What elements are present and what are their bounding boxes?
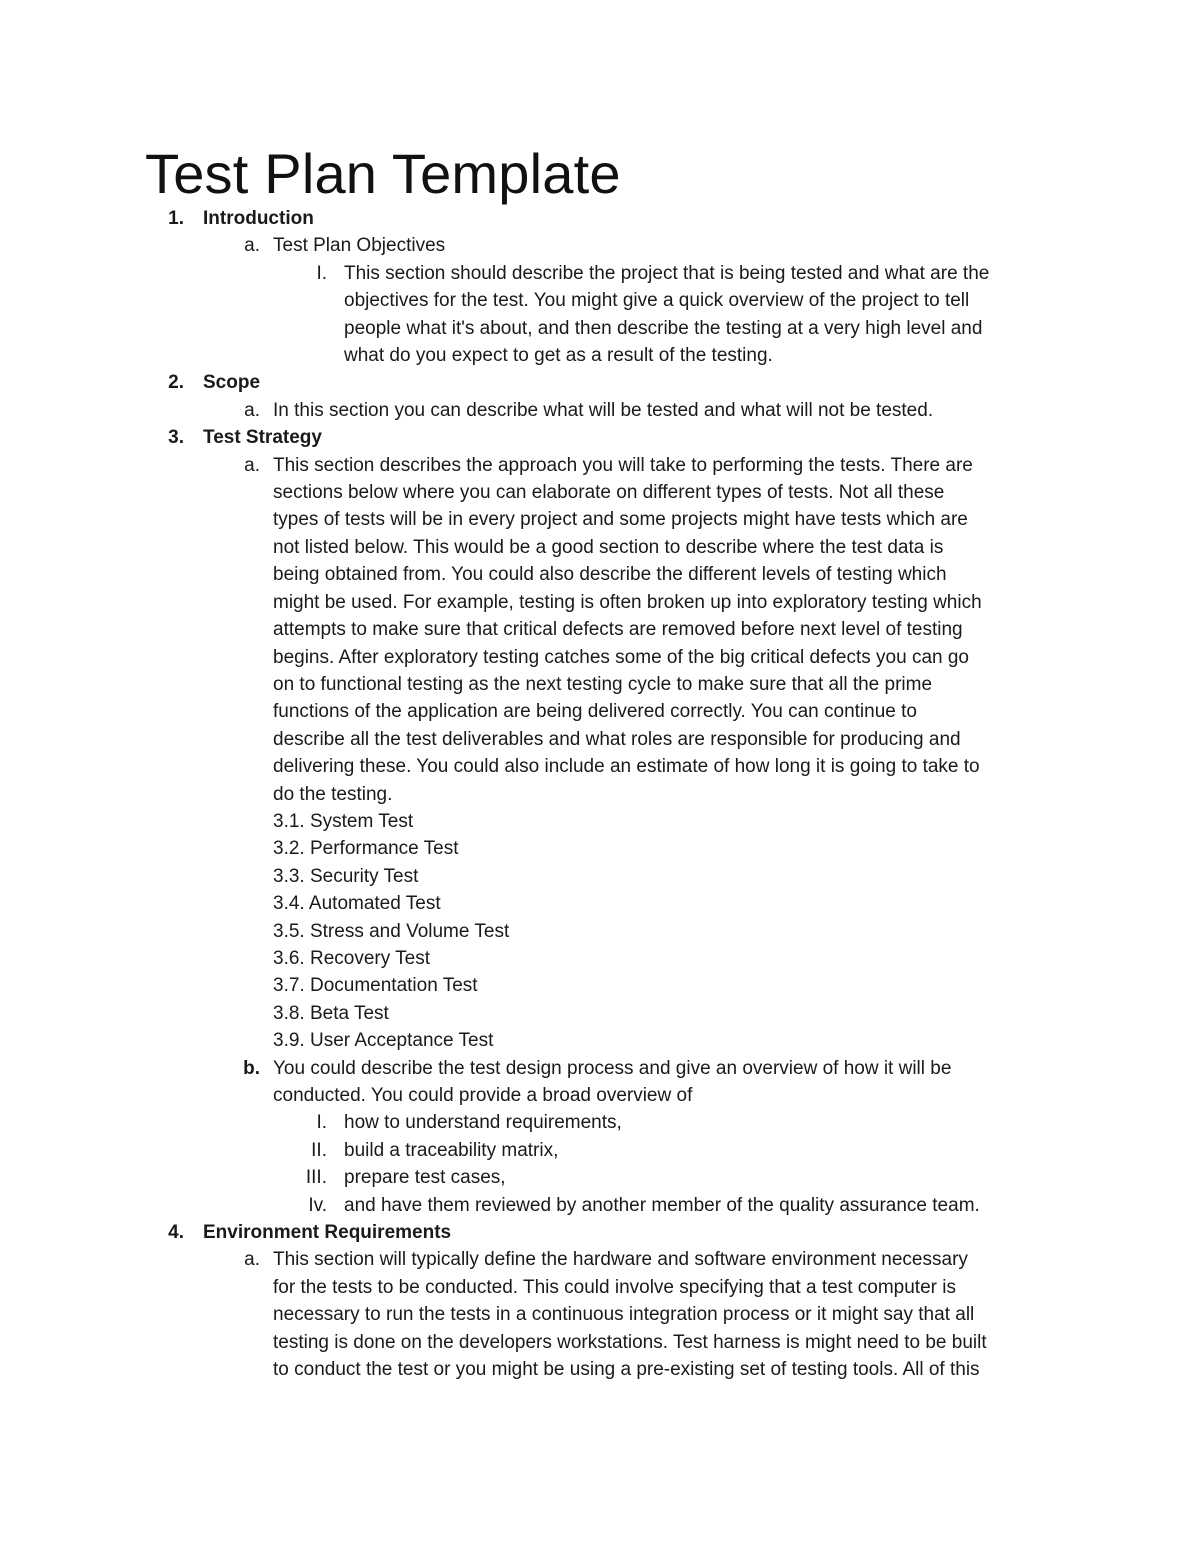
list-item-text: In this section you can describe what will be tested and what will not be tested.: [273, 399, 934, 421]
list-letter: b.: [243, 1057, 260, 1079]
section-heading: Environment Requirements: [203, 1222, 452, 1244]
list-roman: II.: [311, 1139, 327, 1161]
list-item-text: Test Plan Objectives: [273, 235, 446, 257]
paragraph-line: delivering these. You could also include an estimate of how long it is going to take to: [273, 756, 980, 778]
paragraph-line: attempts to make sure that critical defects are removed before next level of testing: [273, 619, 963, 641]
list-roman: III.: [305, 1167, 327, 1189]
paragraph-line: testing is done on the developers workstations. Test harness is might need to be built: [273, 1331, 987, 1353]
paragraph-line: being obtained from. You could also describe the different levels of testing which: [273, 564, 947, 586]
paragraph-line: people what it's about, and then describe the testing at a very high level and: [344, 317, 983, 339]
subtest-item: [0, 972, 1200, 999]
section-scope: [0, 369, 1200, 396]
paragraph-line: necessary to run the tests in a continuous integration process or it might say that all: [273, 1304, 975, 1326]
paragraph: [273, 452, 1063, 808]
list-item: [0, 232, 1200, 259]
paragraph-line: do the testing.: [273, 783, 393, 805]
subtest-label: 3.6. Recovery Test: [273, 947, 431, 969]
list-letter: a.: [244, 454, 260, 476]
subtest-label: 3.2. Performance Test: [273, 838, 459, 860]
paragraph: [344, 260, 1064, 370]
paragraph-line: for the tests to be conducted. This could involve specifying that a test computer is: [273, 1276, 956, 1298]
list-roman: I.: [316, 1112, 327, 1134]
document-body: [0, 205, 1200, 1383]
subtest-label: 3.8. Beta Test: [273, 1002, 389, 1024]
list-item: [0, 452, 1200, 808]
list-item: [0, 1164, 1200, 1191]
subtest-label: 3.1. System Test: [273, 810, 414, 832]
paragraph: [273, 1055, 1063, 1110]
paragraph-line: objectives for the test. You might give a quick overview of the project to tell: [344, 290, 970, 312]
paragraph-line: This section will typically define the hardware and software environment necessary: [273, 1249, 968, 1271]
paragraph-line: functions of the application are being delivered correctly. You can continue to: [273, 701, 917, 723]
paragraph-line: conducted. You could provide a broad overview of: [273, 1085, 693, 1106]
list-item-text: build a traceability matrix,: [344, 1139, 559, 1161]
paragraph-line: begins. After exploratory testing catches some of the big critical defects you can go: [273, 646, 969, 668]
paragraph-line: to conduct the test or you might be using a pre-existing set of testing tools. All of this: [273, 1359, 980, 1381]
subtest-label: 3.9. User Acceptance Test: [273, 1030, 494, 1052]
subtest-label: 3.7. Documentation Test: [273, 975, 478, 997]
list-number: 3.: [168, 427, 184, 449]
list-item: [0, 1246, 1200, 1383]
page-title: Test Plan Template: [145, 142, 621, 205]
subtest-item: [0, 1000, 1200, 1027]
list-number: 1.: [168, 208, 184, 229]
subtest-item: [0, 863, 1200, 890]
paragraph-line: You could describe the test design process and give an overview of how it will be: [273, 1057, 952, 1079]
list-item-text: prepare test cases,: [344, 1167, 506, 1189]
section-test-strategy: [0, 424, 1200, 451]
paragraph-line: This section describes the approach you will take to performing the tests. There are: [273, 454, 973, 476]
list-number: 2.: [168, 372, 184, 394]
list-item-text: how to understand requirements,: [344, 1112, 622, 1134]
subtest-label: 3.5. Stress and Volume Test: [273, 920, 510, 942]
list-letter: a.: [244, 1249, 260, 1271]
section-environment-requirements: [0, 1219, 1200, 1246]
subtest-label: 3.3. Security Test: [273, 865, 419, 887]
subtest-item: [0, 835, 1200, 862]
paragraph-line: might be used. For example, testing is often broken up into exploratory testing which: [273, 591, 982, 613]
list-item: [0, 1137, 1200, 1164]
section-heading: Scope: [203, 372, 261, 394]
paragraph-line: not listed below. This would be a good section to describe where the test data is: [273, 536, 944, 558]
list-item: [0, 1192, 1200, 1219]
paragraph: [273, 1246, 1063, 1383]
subtest-item: [0, 1027, 1200, 1054]
paragraph-line: types of tests will be in every project and some projects might have tests which are: [273, 509, 968, 531]
paragraph-line: This section should describe the project that is being tested and what are the: [344, 262, 990, 284]
section-introduction: [0, 205, 1200, 232]
list-item: [0, 1109, 1200, 1136]
subtest-item: [0, 945, 1200, 972]
list-letter: a.: [244, 399, 260, 421]
subtest-item: [0, 808, 1200, 835]
paragraph-line: describe all the test deliverables and what roles are responsible for producing and: [273, 728, 961, 750]
list-number: 4.: [168, 1222, 184, 1244]
subtest-item: [0, 918, 1200, 945]
list-item: [0, 397, 1200, 424]
paragraph-line: sections below where you can elaborate on different types of tests. Not all these: [273, 482, 945, 504]
paragraph-line: what do you expect to get as a result of the testing.: [344, 345, 773, 367]
list-item-text: and have them reviewed by another member of the quality assurance team.: [344, 1194, 980, 1216]
list-item: [0, 1055, 1200, 1110]
section-heading: Introduction: [203, 208, 314, 229]
subtest-label: 3.4. Automated Test: [273, 893, 441, 915]
paragraph-line: on to functional testing as the next testing cycle to make sure that all the prime: [273, 673, 933, 695]
list-item: [0, 260, 1200, 370]
list-letter: a.: [244, 235, 260, 257]
list-roman: Iv.: [308, 1194, 327, 1216]
list-roman: I.: [316, 262, 327, 284]
subtest-item: [0, 890, 1200, 917]
section-heading: Test Strategy: [203, 427, 322, 449]
